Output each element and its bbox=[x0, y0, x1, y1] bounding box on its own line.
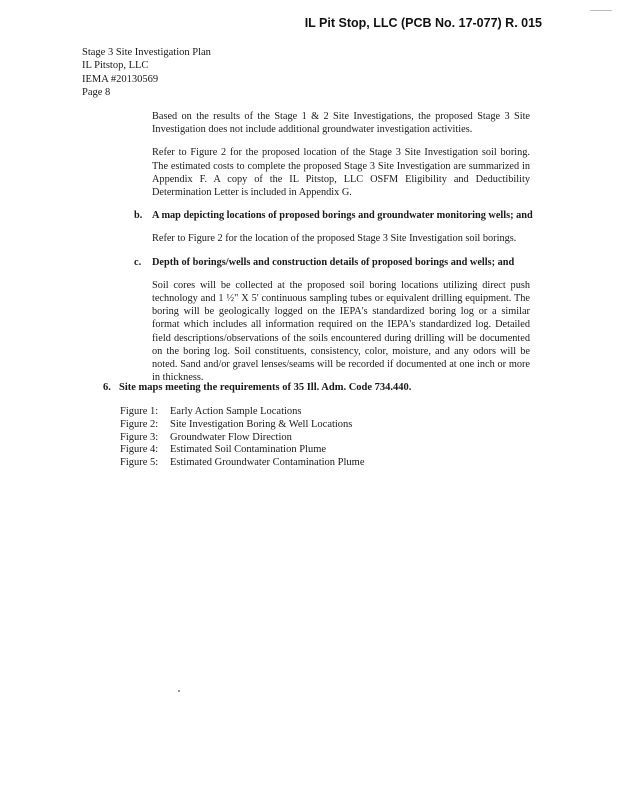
figure-title: Estimated Soil Contamination Plume bbox=[170, 444, 327, 456]
figure-list bbox=[120, 406, 365, 470]
figure-title: Site Investigation Boring & Well Locations bbox=[170, 418, 353, 430]
figure-title: Groundwater Flow Direction bbox=[170, 431, 292, 443]
section-6-heading-text: Site maps meeting the requirements of 35 Ill. Adm. Code 734.440. bbox=[119, 382, 412, 393]
document-body bbox=[134, 110, 533, 394]
item-c-heading bbox=[134, 256, 548, 269]
header-line-title: Stage 3 Site Investigation Plan bbox=[82, 47, 211, 58]
header-line-page: Page 8 bbox=[82, 86, 111, 98]
corner-mark bbox=[590, 10, 612, 11]
figure-list-item bbox=[120, 457, 365, 470]
figure-list-item bbox=[120, 406, 365, 419]
document-header bbox=[82, 46, 211, 99]
figure-title: Early Action Sample Locations bbox=[170, 406, 302, 417]
section-6-number: 6. bbox=[103, 382, 111, 393]
page-identifier: IL Pit Stop, LLC (PCB No. 17-077) R. 015 bbox=[304, 16, 542, 30]
item-c-paragraph: Soil cores will be collected at the proposed soil boring locations utilizing direct push technology and 1 ½" X 5' continuous sampling tubes or equivalent drilling equipment. The boring will be geologically logged on the IEPA's standardized boring log or a similar format which includes all information required on the IEPA's standardized log. Detailed field descriptions/observations of the soils encountered during drilling will be documented on the boring log. Soil constituents, consistency, color, moisture, and any odors will be noted. Sand and/or gravel lenses/seams will be recorded if documented at one inch or more in thickness. bbox=[152, 279, 530, 384]
intro-paragraph-2: Refer to Figure 2 for the proposed location of the Stage 3 Site Investigation soil boring. The estimated costs to complete the proposed Stage 3 Site Investigation are summarized in Appendix F. A copy of the IL Pitstop, LLC OSFM Eligibility and Deductibility Determination Letter is included in Appendix G. bbox=[152, 147, 530, 199]
item-b-heading-text: A map depicting locations of proposed borings and groundwater monitoring wells; and bbox=[152, 210, 533, 222]
figure-list-item bbox=[120, 444, 365, 457]
figure-title: Estimated Groundwater Contamination Plume bbox=[170, 457, 365, 469]
item-b-letter: b. bbox=[134, 210, 143, 222]
section-6-heading bbox=[103, 382, 411, 393]
figure-list-item bbox=[120, 419, 365, 432]
figure-label: Figure 5: bbox=[120, 457, 159, 469]
figure-label: Figure 2: bbox=[120, 418, 159, 430]
item-b-paragraph: Refer to Figure 2 for the location of the proposed Stage 3 Site Investigation soil borings. bbox=[152, 233, 517, 245]
figure-label: Figure 1: bbox=[120, 406, 159, 417]
header-line-company: IL Pitstop, LLC bbox=[82, 60, 149, 72]
header-line-iema: IEMA #20130569 bbox=[82, 73, 159, 85]
intro-paragraph-1: Based on the results of the Stage 1 & 2 Site Investigations, the proposed Stage 3 Site Investigation does not include additional groundwater investigation activities. bbox=[152, 111, 530, 136]
item-c-letter: c. bbox=[134, 256, 142, 268]
figure-label: Figure 3: bbox=[120, 431, 159, 443]
item-b-heading bbox=[134, 209, 548, 222]
item-c-heading-text: Depth of borings/wells and construction details of proposed borings and wells; and bbox=[152, 256, 515, 268]
figure-label: Figure 4: bbox=[120, 444, 159, 456]
figure-list-item bbox=[120, 432, 365, 445]
scan-speck bbox=[178, 690, 180, 692]
